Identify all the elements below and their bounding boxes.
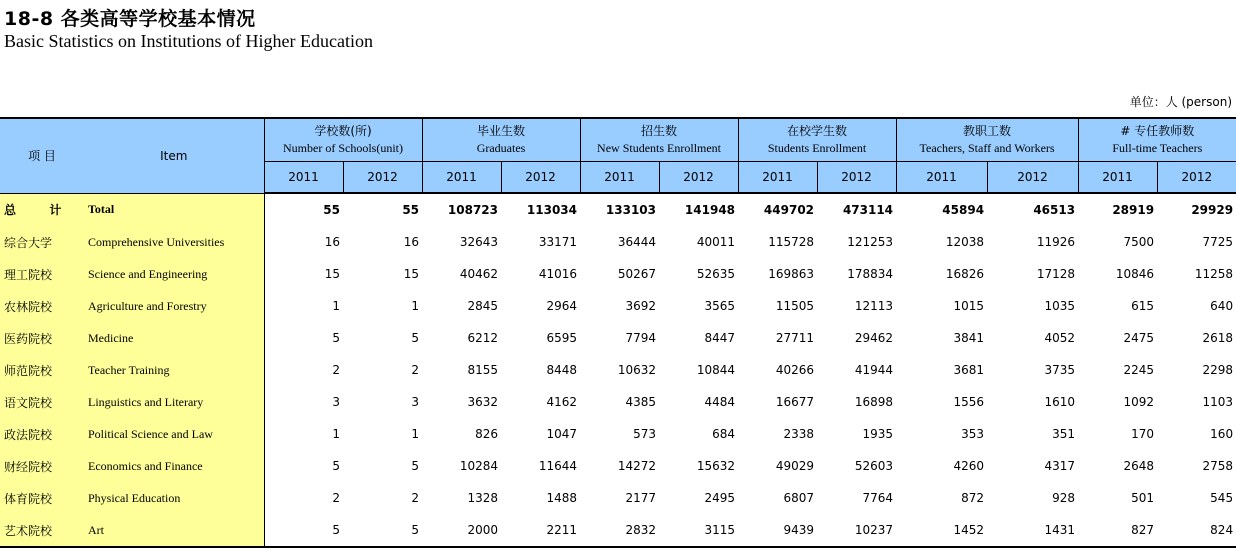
value-cell: 473114 <box>842 203 894 217</box>
year-header: 2012 <box>343 162 422 194</box>
row-label-en: Agriculture and Forestry <box>84 290 264 322</box>
year-header: 2012 <box>987 162 1078 194</box>
value-cell: 12038 <box>945 235 985 249</box>
value-cell: 10284 <box>459 459 499 473</box>
row-label-cn: 总 计 <box>0 193 84 226</box>
value-cell: 353 <box>961 427 985 441</box>
header-group-en: New Students Enrollment <box>597 141 722 155</box>
value-cell: 6595 <box>546 331 578 345</box>
value-cell: 3 <box>332 395 340 409</box>
value-cell: 827 <box>1078 514 1157 547</box>
value-cell: 1015 <box>953 299 985 313</box>
year-header: 2012 <box>659 162 738 194</box>
row-label-cn: 语文院校 <box>0 386 84 418</box>
value-cell: 684 <box>712 427 736 441</box>
value-cell: 7725 <box>1202 235 1234 249</box>
value-cell: 1 <box>332 427 340 441</box>
value-cell: 2 <box>332 363 340 377</box>
value-cell: 10237 <box>817 514 896 547</box>
value-cell: 28919 <box>1112 203 1155 217</box>
value-cell: 108723 <box>447 203 499 217</box>
value-cell: 8448 <box>546 363 578 377</box>
value-cell: 2338 <box>783 427 815 441</box>
value-cell: 4317 <box>1044 459 1076 473</box>
header-group-en: Students Enrollment <box>767 141 867 155</box>
value-cell: 640 <box>1210 299 1234 313</box>
value-cell: 15 <box>403 267 420 281</box>
value-cell: 826 <box>475 427 499 441</box>
value-cell: 573 <box>633 427 657 441</box>
header-group-en: Full-time Teachers <box>1112 141 1203 155</box>
value-cell: 1 <box>411 299 420 313</box>
row-label-en: Total <box>84 193 264 226</box>
value-cell: 2475 <box>1123 331 1155 345</box>
value-cell: 10632 <box>617 363 657 377</box>
value-cell: 2648 <box>1123 459 1155 473</box>
value-cell: 9439 <box>738 514 817 547</box>
value-cell: 33171 <box>538 235 578 249</box>
row-label-cn: 师范院校 <box>0 354 84 386</box>
year-header: 2011 <box>422 162 501 194</box>
value-cell: 4162 <box>546 395 578 409</box>
value-cell: 2000 <box>422 514 501 547</box>
value-cell: 52603 <box>854 459 894 473</box>
year-header: 2012 <box>501 162 580 194</box>
value-cell: 1035 <box>1044 299 1076 313</box>
year-header: 2011 <box>1078 162 1157 194</box>
header-group-cn: 在校学生数 <box>787 124 848 138</box>
value-cell: 7794 <box>625 331 657 345</box>
value-cell: 52635 <box>696 267 736 281</box>
header-group-cn: 毕业生数 <box>477 124 526 138</box>
value-cell: 27711 <box>775 331 815 345</box>
header-group-cn: # 专任教师数 <box>1120 124 1195 138</box>
value-cell: 29462 <box>854 331 894 345</box>
value-cell: 2964 <box>546 299 578 313</box>
value-cell: 7500 <box>1123 235 1155 249</box>
header-group-en: Graduates <box>476 141 526 155</box>
header-group-graduates <box>422 118 580 162</box>
value-cell: 1431 <box>987 514 1078 547</box>
value-cell: 1556 <box>953 395 985 409</box>
row-label-cn: 财经院校 <box>0 450 84 482</box>
statistics-table <box>0 117 1236 548</box>
value-cell: 545 <box>1210 491 1234 505</box>
value-cell: 4260 <box>953 459 985 473</box>
value-cell: 55 <box>323 203 340 217</box>
value-cell: 133103 <box>605 203 657 217</box>
value-cell: 40266 <box>775 363 815 377</box>
row-label-cn: 综合大学 <box>0 226 84 258</box>
value-cell: 29929 <box>1191 203 1234 217</box>
value-cell: 11926 <box>1036 235 1076 249</box>
value-cell: 2245 <box>1123 363 1155 377</box>
value-cell: 6212 <box>467 331 499 345</box>
value-cell: 1 <box>332 299 340 313</box>
value-cell: 2177 <box>625 491 657 505</box>
row-label-cn: 医药院校 <box>0 322 84 354</box>
value-cell: 1328 <box>467 491 499 505</box>
row-label-en: Economics and Finance <box>84 450 264 482</box>
value-cell: 12113 <box>854 299 894 313</box>
row-label-cn: 政法院校 <box>0 418 84 450</box>
row-label-en: Teacher Training <box>84 354 264 386</box>
value-cell: 121253 <box>847 235 894 249</box>
value-cell: 178834 <box>847 267 894 281</box>
year-header: 2011 <box>738 162 817 194</box>
value-cell: 4484 <box>704 395 736 409</box>
header-group-new-enrollment <box>580 118 738 162</box>
value-cell: 2 <box>411 363 420 377</box>
header-group-schools <box>264 118 422 162</box>
value-cell: 1935 <box>862 427 894 441</box>
value-cell: 11644 <box>538 459 578 473</box>
header-group-en: Number of Schools(unit) <box>283 141 403 155</box>
table-row <box>0 322 1236 354</box>
page-title-english: Basic Statistics on Institutions of Higher Education <box>4 31 373 51</box>
table-row <box>0 514 1236 547</box>
value-cell: 501 <box>1131 491 1155 505</box>
table-row <box>0 450 1236 482</box>
table-row <box>0 482 1236 514</box>
row-label-en: Comprehensive Universities <box>84 226 264 258</box>
value-cell: 5 <box>264 514 343 547</box>
value-cell: 8447 <box>704 331 736 345</box>
table-row <box>0 290 1236 322</box>
value-cell: 16 <box>324 235 340 249</box>
header-group-cn: 招生数 <box>641 124 678 138</box>
value-cell: 49029 <box>775 459 815 473</box>
value-cell: 5 <box>411 331 420 345</box>
row-label-cn: 理工院校 <box>0 258 84 290</box>
value-cell: 3115 <box>659 514 738 547</box>
table-row <box>0 354 1236 386</box>
value-cell: 351 <box>1052 427 1076 441</box>
value-cell: 6807 <box>783 491 815 505</box>
header-row-groups <box>0 118 1236 162</box>
unit-label: 单位：人 (person) <box>1129 95 1232 109</box>
value-cell: 2832 <box>580 514 659 547</box>
value-cell: 36444 <box>617 235 657 249</box>
value-cell: 16677 <box>775 395 815 409</box>
header-group-cn: 学校数(所) <box>314 124 372 138</box>
value-cell: 5 <box>332 459 340 473</box>
value-cell: 170 <box>1131 427 1155 441</box>
value-cell: 7764 <box>862 491 894 505</box>
value-cell: 1610 <box>1044 395 1076 409</box>
value-cell: 2 <box>411 491 420 505</box>
value-cell: 5 <box>411 459 420 473</box>
value-cell: 11505 <box>775 299 815 313</box>
value-cell: 14272 <box>617 459 657 473</box>
value-cell: 2 <box>332 491 340 505</box>
header-group-enrollment <box>738 118 896 162</box>
value-cell: 824 <box>1157 514 1236 547</box>
value-cell: 2298 <box>1202 363 1234 377</box>
row-label-en: Political Science and Law <box>84 418 264 450</box>
row-label-cn: 艺术院校 <box>0 514 84 547</box>
value-cell: 4052 <box>1044 331 1076 345</box>
value-cell: 16898 <box>854 395 894 409</box>
table-row <box>0 418 1236 450</box>
value-cell: 2618 <box>1202 331 1234 345</box>
table-row <box>0 226 1236 258</box>
header-item-en: Item <box>84 118 264 193</box>
value-cell: 1047 <box>546 427 578 441</box>
value-cell: 40011 <box>696 235 736 249</box>
value-cell: 41944 <box>854 363 894 377</box>
table-row-total <box>0 193 1236 226</box>
header-group-cn: 教职工数 <box>963 124 1012 138</box>
value-cell: 872 <box>961 491 985 505</box>
value-cell: 3565 <box>704 299 736 313</box>
value-cell: 3692 <box>625 299 657 313</box>
value-cell: 2211 <box>501 514 580 547</box>
value-cell: 40462 <box>459 267 499 281</box>
value-cell: 11258 <box>1194 267 1234 281</box>
year-header: 2012 <box>1157 162 1236 194</box>
year-header: 2011 <box>264 162 343 194</box>
value-cell: 50267 <box>617 267 657 281</box>
value-cell: 16 <box>403 235 420 249</box>
value-cell: 5 <box>332 331 340 345</box>
year-header: 2011 <box>580 162 659 194</box>
row-label-en: Linguistics and Literary <box>84 386 264 418</box>
value-cell: 3735 <box>1044 363 1076 377</box>
row-label-en: Art <box>84 514 264 547</box>
value-cell: 17128 <box>1036 267 1076 281</box>
value-cell: 115728 <box>768 235 815 249</box>
row-label-cn: 农林院校 <box>0 290 84 322</box>
value-cell: 3632 <box>467 395 499 409</box>
value-cell: 1488 <box>546 491 578 505</box>
value-cell: 45894 <box>942 203 985 217</box>
value-cell: 160 <box>1210 427 1234 441</box>
value-cell: 3841 <box>953 331 985 345</box>
value-cell: 10844 <box>696 363 736 377</box>
row-label-en: Medicine <box>84 322 264 354</box>
value-cell: 449702 <box>763 203 815 217</box>
row-label-en: Physical Education <box>84 482 264 514</box>
value-cell: 1103 <box>1202 395 1234 409</box>
value-cell: 169863 <box>768 267 815 281</box>
value-cell: 1 <box>411 427 420 441</box>
header-group-staff <box>896 118 1078 162</box>
value-cell: 615 <box>1131 299 1155 313</box>
value-cell: 3 <box>411 395 420 409</box>
table-row <box>0 386 1236 418</box>
value-cell: 1092 <box>1123 395 1155 409</box>
value-cell: 16826 <box>945 267 985 281</box>
value-cell: 113034 <box>526 203 578 217</box>
header-item-cn: 项 目 <box>0 118 84 193</box>
table-body <box>0 193 1236 547</box>
value-cell: 141948 <box>684 203 736 217</box>
value-cell: 15632 <box>696 459 736 473</box>
value-cell: 46513 <box>1033 203 1076 217</box>
value-cell: 2495 <box>704 491 736 505</box>
value-cell: 4385 <box>625 395 657 409</box>
row-label-en: Science and Engineering <box>84 258 264 290</box>
value-cell: 1452 <box>896 514 987 547</box>
value-cell: 15 <box>324 267 340 281</box>
table-row <box>0 258 1236 290</box>
value-cell: 3681 <box>953 363 985 377</box>
value-cell: 10846 <box>1115 267 1155 281</box>
header-group-en: Teachers, Staff and Workers <box>919 141 1055 155</box>
year-header: 2011 <box>896 162 987 194</box>
value-cell: 5 <box>343 514 422 547</box>
value-cell: 928 <box>1052 491 1076 505</box>
value-cell: 55 <box>402 203 420 217</box>
row-label-cn: 体育院校 <box>0 482 84 514</box>
value-cell: 41016 <box>538 267 578 281</box>
value-cell: 2845 <box>467 299 499 313</box>
header-group-fulltime-teachers <box>1078 118 1236 162</box>
value-cell: 8155 <box>467 363 499 377</box>
value-cell: 32643 <box>459 235 499 249</box>
page-title-chinese: 18-8 各类高等学校基本情况 <box>4 8 256 30</box>
year-header: 2012 <box>817 162 896 194</box>
value-cell: 2758 <box>1202 459 1234 473</box>
